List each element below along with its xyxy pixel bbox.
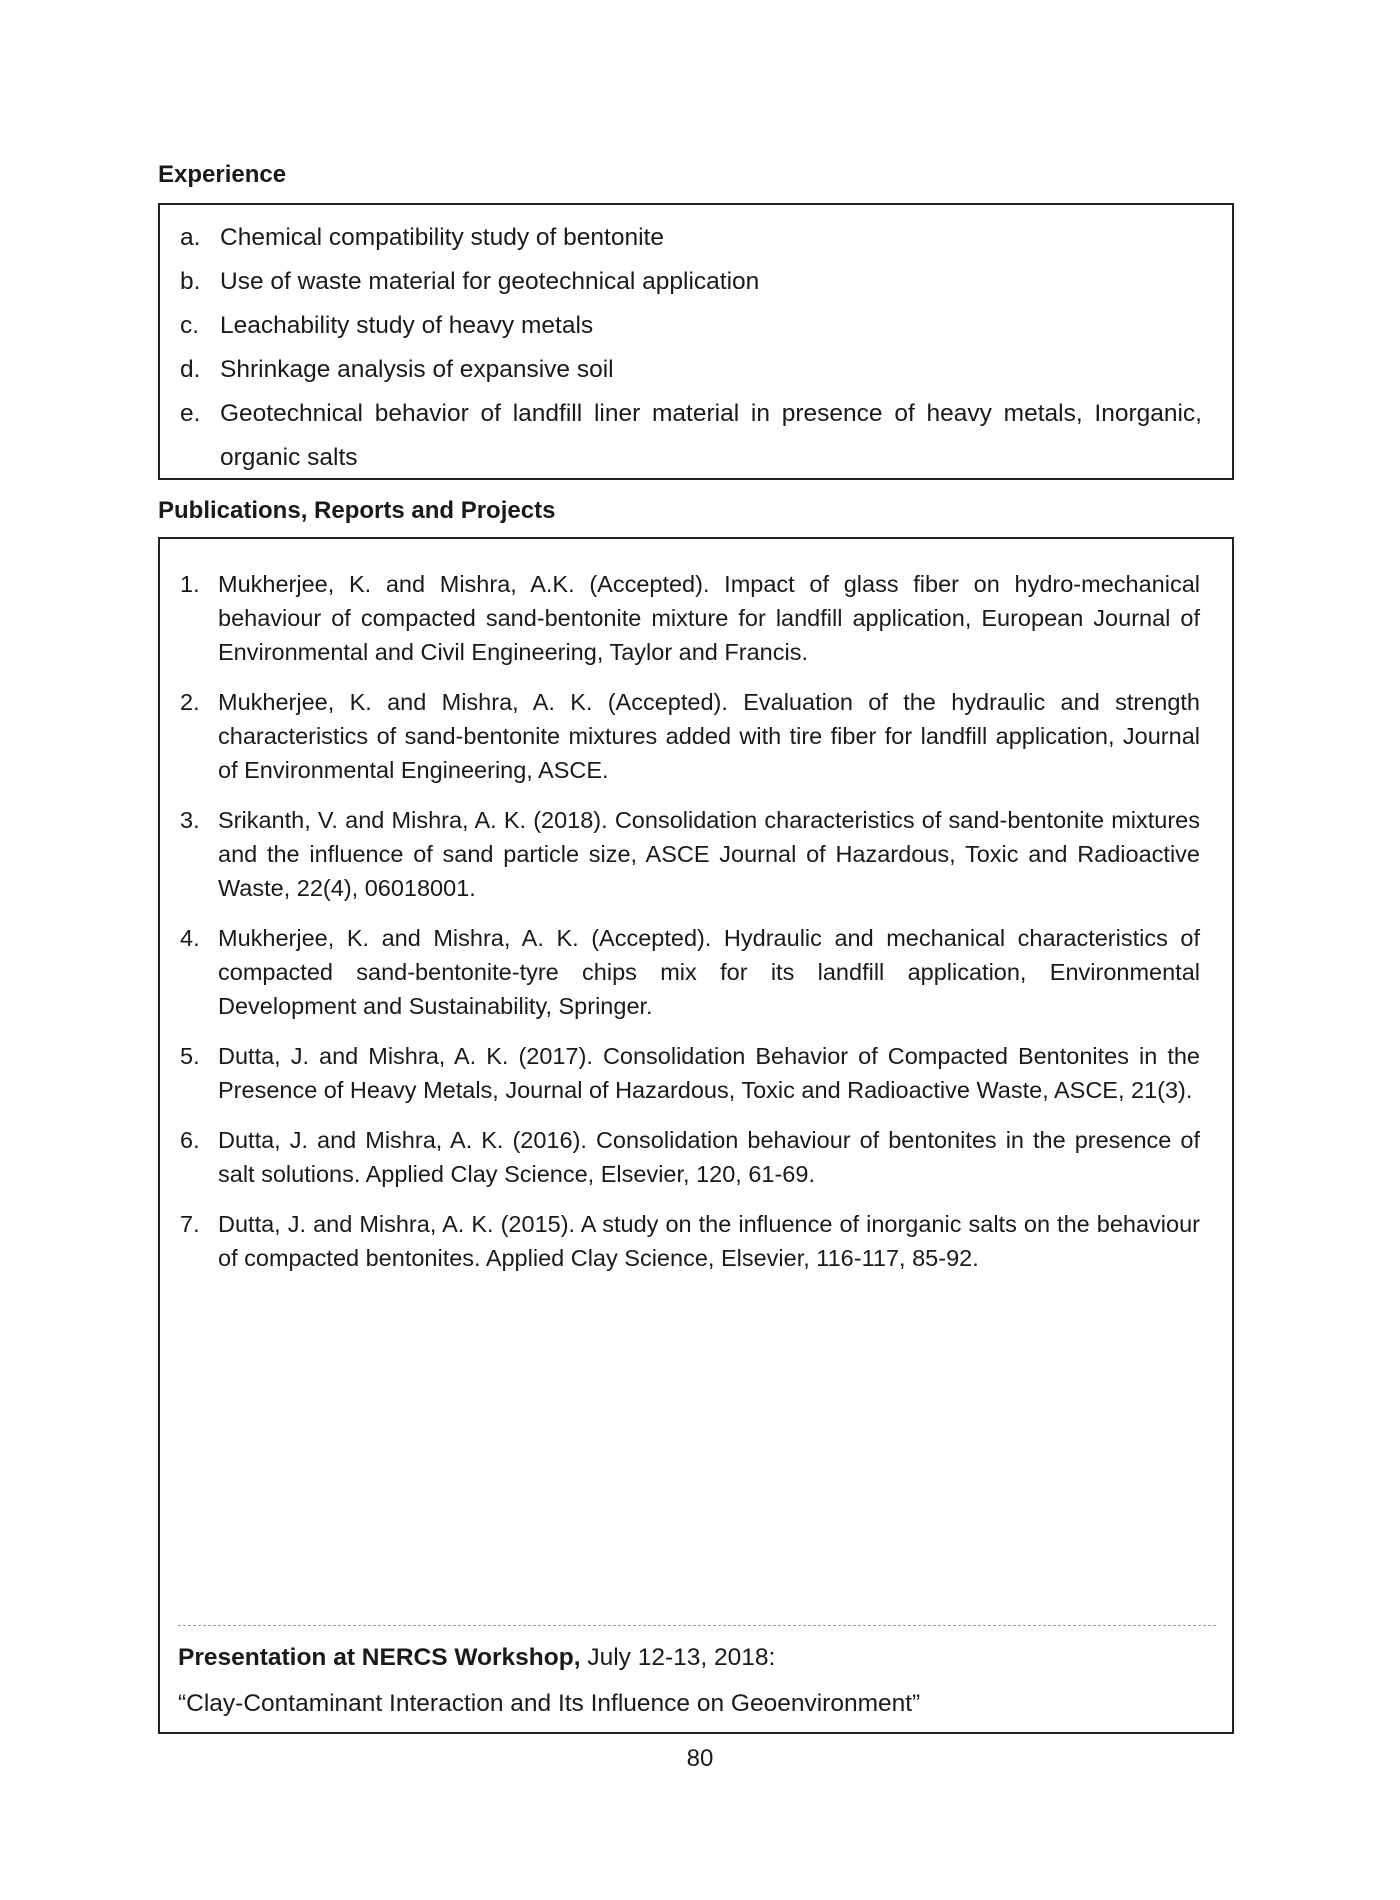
list-marker: b. (180, 268, 201, 295)
publication-item (180, 921, 1200, 1023)
experience-item (180, 260, 1202, 304)
publication-item (180, 1039, 1200, 1107)
publication-text: Mukherjee, K. and Mishra, A. K. (Accepted). Evaluation of the hydraulic and strength characteristics of sand-bentonite mixtures added with tire fiber for landfill application, Journal of Environmental Engineering, ASCE. (218, 689, 1200, 783)
list-marker: 5. (180, 1043, 200, 1069)
list-marker: 7. (180, 1211, 200, 1237)
dashed-divider (178, 1625, 1216, 1626)
experience-item-text: Chemical compatibility study of bentonite (220, 224, 664, 251)
experience-list (180, 216, 1202, 480)
publications-box (158, 537, 1234, 1734)
publication-text: Mukherjee, K. and Mishra, A.K. (Accepted). Impact of glass fiber on hydro-mechanical behaviour of compacted sand-bentonite mixture for landfill application, European Journal of Environmental and Civil Engineering, Taylor and Francis. (218, 571, 1200, 665)
experience-item (180, 348, 1202, 392)
experience-item-text: Geotechnical behavior of landfill liner material in presence of heavy metals, Inorganic, organic salts (220, 400, 1202, 471)
publication-text: Dutta, J. and Mishra, A. K. (2015). A study on the influence of inorganic salts on the behaviour of compacted bentonites. Applied Clay Science, Elsevier, 116-117, 85-92. (218, 1211, 1200, 1271)
experience-item (180, 304, 1202, 348)
list-marker: 3. (180, 807, 200, 833)
experience-box (158, 203, 1234, 480)
list-marker: a. (180, 224, 201, 251)
experience-item (180, 216, 1202, 260)
publications-heading: Publications, Reports and Projects (158, 497, 556, 524)
list-marker: e. (180, 400, 201, 427)
publication-item (180, 567, 1200, 669)
publication-text: Srikanth, V. and Mishra, A. K. (2018). Consolidation characteristics of sand-bentonite mixtures and the influence of sand particle size, ASCE Journal of Hazardous, Toxic and Radioactive Waste, 22(4), 06018001. (218, 807, 1200, 901)
presentation-label: Presentation at NERCS Workshop, (178, 1644, 581, 1671)
presentation-line (178, 1641, 775, 1675)
experience-item-text: Leachability study of heavy metals (220, 312, 594, 339)
page-number: 80 (686, 1745, 714, 1772)
presentation-title: “Clay-Contaminant Interaction and Its Influence on Geoenvironment” (178, 1690, 921, 1717)
list-marker: 1. (180, 571, 200, 597)
publication-text: Dutta, J. and Mishra, A. K. (2017). Consolidation Behavior of Compacted Bentonites in the Presence of Heavy Metals, Journal of Hazardous, Toxic and Radioactive Waste, ASCE, 21(3). (218, 1043, 1200, 1103)
publications-list (180, 567, 1200, 1291)
experience-heading: Experience (158, 161, 287, 188)
list-marker: 4. (180, 925, 200, 951)
publication-item (180, 685, 1200, 787)
list-marker: d. (180, 356, 201, 383)
publication-text: Mukherjee, K. and Mishra, A. K. (Accepted). Hydraulic and mechanical characteristics of compacted sand-bentonite-tyre chips mix for its landfill application, Environmental Development and Sustainability, Springer. (218, 925, 1200, 1019)
experience-item (180, 392, 1202, 480)
experience-item-text: Use of waste material for geotechnical application (220, 268, 760, 295)
list-marker: 2. (180, 689, 200, 715)
publication-item (180, 1207, 1200, 1275)
presentation-date: July 12-13, 2018: (580, 1644, 776, 1671)
list-marker: 6. (180, 1127, 200, 1153)
list-marker: c. (180, 312, 200, 339)
experience-item-text: Shrinkage analysis of expansive soil (220, 356, 614, 383)
publication-item (180, 1123, 1200, 1191)
publication-item (180, 803, 1200, 905)
publication-text: Dutta, J. and Mishra, A. K. (2016). Consolidation behaviour of bentonites in the presence of salt solutions. Applied Clay Science, Elsevier, 120, 61-69. (218, 1127, 1200, 1187)
